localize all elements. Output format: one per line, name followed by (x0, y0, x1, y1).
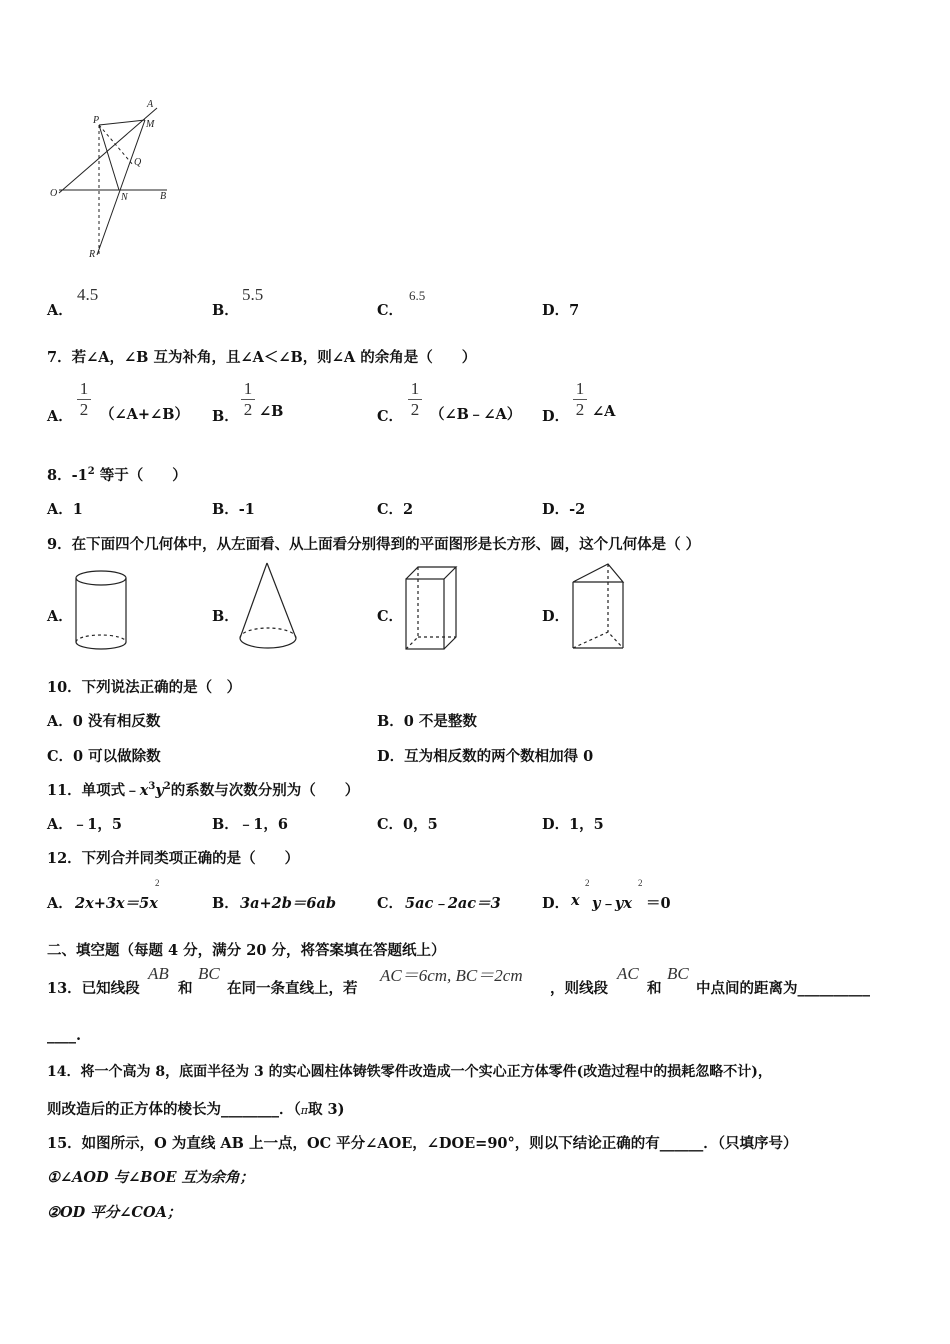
q11-option-d: D．1，5 (542, 816, 604, 833)
q11-option-b: B．﹣1，6 (212, 816, 288, 833)
q13-segment-ab: AB (148, 964, 169, 983)
q13-suffix-blank: 中点间的距离为__________ (696, 980, 870, 997)
dashed-pq (99, 125, 133, 165)
q12-option-a-sup: 2 (155, 878, 160, 888)
q7-option-a-label: A． (47, 408, 73, 425)
q13-middle-text: 在同一条直线上，若 (227, 980, 358, 997)
q13-condition: AC＝6cm, BC＝2cm (380, 966, 523, 985)
q12-option-c-expr: 5ac﹣2ac＝3 (405, 895, 501, 912)
q11-stem: 11．单项式$﹣x^3y^2$的系数与次数分别为（ ） (47, 781, 360, 799)
q12-option-c-label: C． (377, 895, 404, 912)
q8-option-d: D．-2 (542, 501, 586, 518)
q7-option-c-expr: （∠B﹣∠A） (430, 406, 522, 423)
q13-middle-text-2: ，则线段 (550, 980, 608, 997)
q8-stem: 8．$-1^2$ 等于（ ） (47, 466, 187, 484)
q7-option-d-expr: ∠A (592, 403, 616, 420)
q12-option-a-expr: 2x+3x＝5x (75, 895, 158, 912)
q6-option-c-label: C． (377, 302, 404, 319)
label-q: Q (134, 157, 142, 168)
q7-option-a-fraction: 1 2 (77, 380, 91, 419)
q7-option-d-fraction: 1 2 (573, 380, 587, 419)
q8-option-a: A．1 (47, 501, 83, 518)
label-p: P (93, 115, 100, 126)
label-m: M (146, 119, 155, 130)
q9-option-b-label: B． (212, 608, 239, 625)
q12-option-d-label: D． (542, 895, 570, 912)
section-2-heading: 二、填空题（每题 4 分，满分 20 分，将答案填在答题纸上） (47, 942, 446, 959)
q6-option-a-label: A． (47, 302, 73, 319)
q13-and-1: 和 (178, 980, 193, 997)
q13-segment-bc-2: BC (667, 964, 689, 983)
cylinder-figure (72, 568, 130, 654)
label-r: R (89, 249, 96, 260)
q15-statement-2: ②OD 平分∠COA； (47, 1204, 182, 1221)
q14-line-2: 则改造后的正方体的棱长为________．（π取 3) (47, 1101, 345, 1118)
q10-option-d: D．互为相反数的两个数相加得 0 (377, 748, 594, 765)
q12-option-a-label: A． (47, 895, 73, 912)
label-a: A (147, 99, 154, 110)
q7-option-c-label: C． (377, 408, 404, 425)
q12-option-d-end: ＝0 (646, 895, 671, 912)
q13-and-2: 和 (647, 980, 662, 997)
q6-option-c-value: 6.5 (409, 288, 426, 303)
q9-option-d-label: D． (542, 608, 570, 625)
q12-option-b-label: B． (212, 895, 239, 912)
segment-pn (99, 125, 119, 190)
label-b: B (160, 191, 167, 202)
q7-option-b-expr: ∠B (259, 403, 284, 420)
q7-option-c-fraction: 1 2 (408, 380, 422, 419)
q13-segment-ac: AC (617, 964, 639, 983)
q13-segment-bc: BC (198, 964, 220, 983)
q6-option-a-value: 4.5 (77, 285, 99, 304)
q10-option-c: C．0 可以做除数 (47, 748, 161, 765)
rectangular-prism-figure (403, 563, 461, 653)
q9-stem: 9．在下面四个几何体中，从左面看、从上面看分别得到的平面图形是长方形、圆，这个几何体是（ ） (47, 536, 701, 553)
q12-option-d-mid: y﹣yx (592, 895, 632, 912)
q12-option-d-x: x (571, 892, 580, 909)
q12-option-d-sup1: 2 (585, 878, 590, 888)
q13-prefix: 13．已知线段 (47, 980, 140, 997)
q7-option-b-label: B． (212, 408, 239, 425)
q7-stem: 7．若∠A，∠B 互为补角，且∠A＜∠B，则∠A 的余角是（ ） (47, 349, 477, 366)
geometry-figure-q6 (45, 95, 185, 265)
q7-option-d-label: D． (542, 408, 570, 425)
q7-option-a-expr: （∠A+∠B） (100, 406, 189, 423)
q12-stem: 12．下列合并同类项正确的是（ ） (47, 850, 300, 867)
cone-figure (236, 560, 300, 654)
q8-option-b: B．-1 (212, 501, 255, 518)
label-o: O (50, 188, 58, 199)
label-n: N (121, 192, 128, 203)
q11-option-a: A．﹣1，5 (47, 816, 122, 833)
triangular-prism-figure (570, 560, 628, 652)
q6-option-b-label: B． (212, 302, 239, 319)
q15-stem: 15．如图所示，O 为直线 AB 上一点，OC 平分∠AOE，∠DOE=90°，则以下结论正确的有______．（只填序号） (47, 1135, 798, 1152)
q9-option-c-label: C． (377, 608, 404, 625)
q12-option-d-sup2: 2 (638, 878, 643, 888)
q6-option-b-value: 5.5 (242, 285, 264, 304)
q13-answer-blank-continued: ____. (47, 1027, 82, 1044)
q10-option-a: A．0 没有相反数 (47, 713, 161, 730)
q8-option-c: C．2 (377, 501, 414, 518)
q12-option-b-expr: 3a+2b＝6ab (240, 895, 336, 912)
q14-line-1: 14．将一个高为 8，底面半径为 3 的实心圆柱体铸铁零件改造成一个实心正方体零件(改造过程中的损耗忽略不计)， (47, 1064, 772, 1080)
q10-option-b: B．0 不是整数 (377, 713, 477, 730)
q6-option-d: D．7 (542, 302, 580, 319)
q7-option-b-fraction: 1 2 (241, 380, 255, 419)
q9-option-a-label: A． (47, 608, 73, 625)
q10-stem: 10．下列说法正确的是（ ） (47, 679, 242, 696)
q15-statement-1: ①∠AOD 与∠BOE 互为余角； (47, 1169, 255, 1186)
q11-option-c: C．0，5 (377, 816, 438, 833)
